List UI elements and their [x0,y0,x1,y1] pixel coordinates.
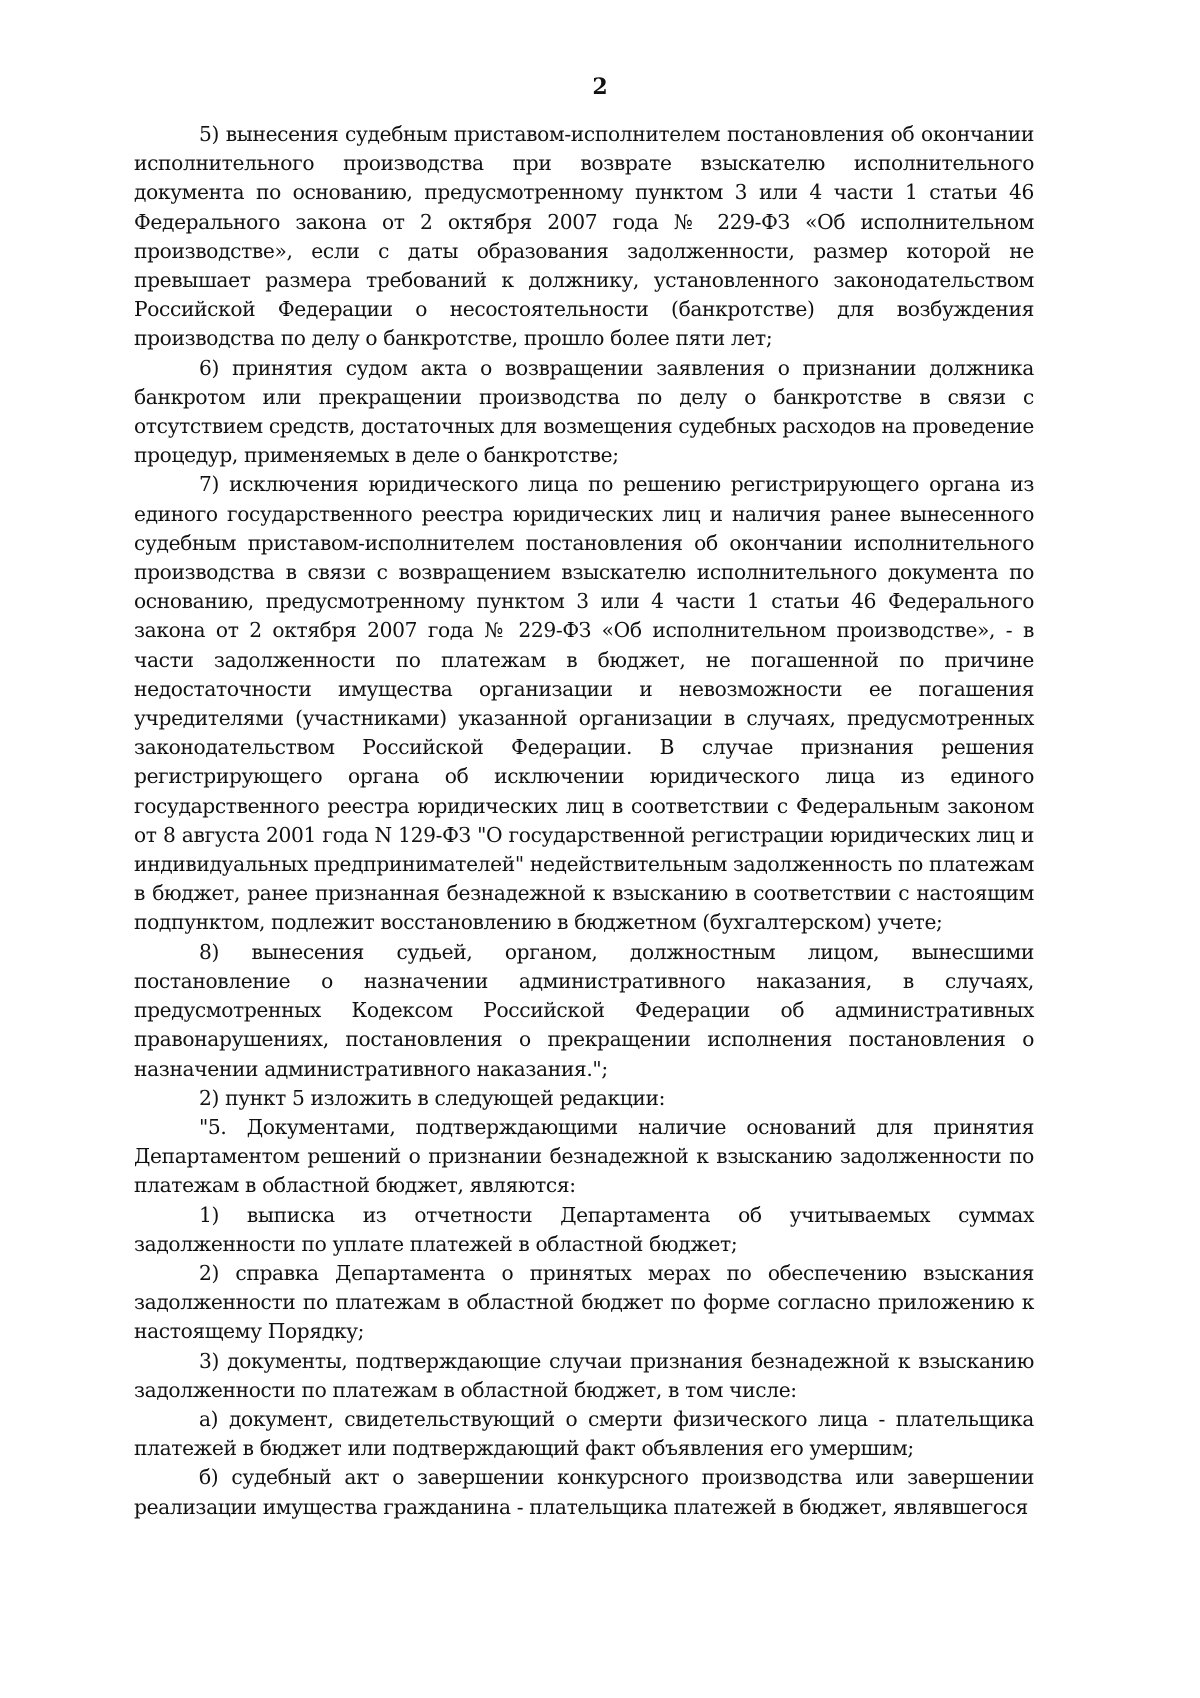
paragraph-subitem-b: б) судебный акт о завершении конкурсного производства или завершении реализации имущества гражданина - плательщика платежей в бюджет, являвшегося [134,1465,1034,1519]
page-number: 2 [592,74,608,100]
document-body [134,120,1034,1522]
paragraph-point-5-intro: "5. Документами, подтверждающими наличие оснований для принятия Департаментом решений о признании безнадежной к взысканию задолженности по платежам в областной бюджет, являются: [134,1114,1034,1198]
paragraph-item-8: 8) вынесения судьей, органом, должностным лицом, вынесшими постановление о назначении административного наказания, в случаях, предусмотренных Кодексом Российской Федерации об административных правонарушениях, постановления о прекращении исполнения постановления о назначении административного наказания."; [134,939,1034,1081]
paragraph-document-3: 3) документы, подтверждающие случаи признания безнадежной к взысканию задолженности по платежам в областной бюджет, в том числе: [134,1348,1034,1402]
paragraph-document-2: 2) справка Департамента о принятых мерах по обеспечению взыскания задолженности по платежам в областной бюджет по форме согласно приложению к настоящему Порядку; [134,1260,1034,1344]
paragraph-item-7: 7) исключения юридического лица по решению регистрирующего органа из единого государственного реестра юридических лиц и наличия ранее вынесенного судебным приставом-исполнителем постановления об окончании исполнительного производства в связи с возвращением взыскателю исполнительного документа по основанию, предусмотренному пунктом 3 или 4 части 1 статьи 46 Федерального закона от 2 октября 2007 года № 229-ФЗ «Об исполнительном производстве», - в части задолженности по платежам в бюджет, не погашенной по причине недостаточности имущества организации и невозможности ее погашения учредителями (участниками) указанной организации в случаях, предусмотренных законодательством Российской Федерации. В случае признания решения регистрирующего органа об исключении юридического лица из единого государственного реестра юридических лиц в соответствии с Федеральным законом от 8 августа 2001 года N 129-ФЗ "О государственной регистрации юридических лиц и индивидуальных предпринимателей" недействительным задолженность по платежам в бюджет, ранее признанная безнадежной к взысканию в соответствии с настоящим подпунктом, подлежит восстановлению в бюджетном (бухгалтерском) учете; [134,472,1034,935]
paragraph-document-1: 1) выписка из отчетности Департамента об учитываемых суммах задолженности по уплате платежей в областной бюджет; [134,1202,1034,1256]
paragraph-item-5: 5) вынесения судебным приставом-исполнителем постановления об окончании исполнительного производства при возврате взыскателю исполнительного документа по основанию, предусмотренному пунктом 3 или 4 части 1 статьи 46 Федерального закона от 2 октября 2007 года № 229-ФЗ «Об исполнительном производстве», если с даты образования задолженности, размер которой не превышает размера требований к должнику, установленного законодательством Российской Федерации о несостоятельности (банкротстве) для возбуждения производства по делу о банкротстве, прошло более пяти лет; [134,122,1034,351]
paragraph-subitem-a: а) документ, свидетельствующий о смерти физического лица - плательщика платежей в бюджет или подтверждающий факт объявления его умершим; [134,1406,1034,1461]
paragraph-item-6: 6) принятия судом акта о возвращении заявления о признании должника банкротом или прекращении производства по делу о банкротстве в связи с отсутствием средств, достаточных для возмещения судебных расходов на проведение процедур, применяемых в деле о банкротстве; [134,355,1034,468]
paragraph-amendment-point-2: 2) пункт 5 изложить в следующей редакции: [199,1085,666,1110]
